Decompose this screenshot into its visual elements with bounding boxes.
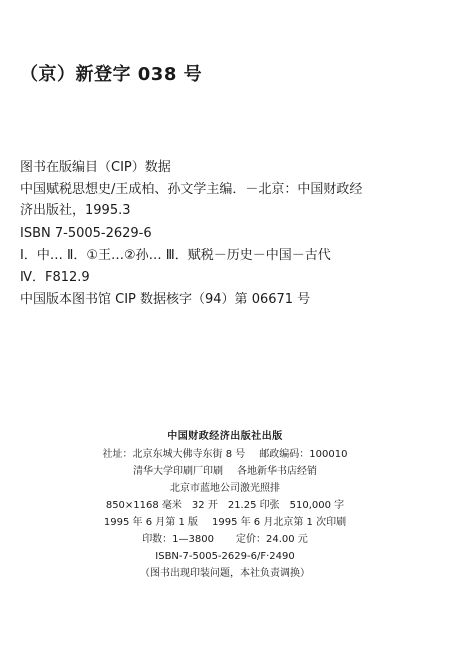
distributor: 各地新华书店经销 — [237, 466, 317, 477]
cip-title: 图书在版编目（CIP）数据 — [20, 160, 171, 175]
publisher-name: 中国财政经济出版社出版 — [167, 431, 283, 442]
edition: 1995 年 6 月第 1 版 — [103, 517, 198, 528]
edition-row — [0, 516, 450, 530]
cip-line-subjects: Ⅰ．中… Ⅱ．①王…②孙… Ⅲ．赋税－历史－中国－古代 — [20, 248, 331, 263]
isbn-full: ISBN-7-5005-2629-6/F·2490 — [155, 551, 295, 562]
printer-row — [0, 465, 450, 479]
cip-line-classification: Ⅳ．F812.9 — [20, 270, 90, 285]
printer: 清华大学印刷厂印刷 — [133, 466, 223, 477]
publisher-address: 社址：北京东城大佛寺东街 8 号 — [102, 449, 246, 460]
price: 定价：24.00 元 — [236, 534, 308, 545]
printing-defect-notice: （图书出现印装问题，本社负责调换） — [140, 568, 310, 579]
address-row — [0, 448, 450, 462]
printing: 1995 年 6 月北京第 1 次印刷 — [212, 517, 347, 528]
paper-format: 850×1168 毫米 — [105, 500, 182, 511]
word-count: 510,000 字 — [289, 500, 345, 511]
postcode: 邮政编码：100010 — [259, 449, 348, 460]
cip-line-record-number: 中国版本图书馆 CIP 数据核字（94）第 06671 号 — [20, 292, 311, 307]
format-row — [0, 499, 450, 513]
print-run: 印数：1—3800 — [142, 534, 214, 545]
license-number: （京）新登字 038 号 — [20, 64, 203, 85]
cip-line-publisher-date: 济出版社，1995.3 — [20, 203, 131, 218]
cip-line-title-authors: 中国赋税思想史/王成柏、孙文学主编．－北京：中国财政经 — [20, 182, 363, 197]
typesetter: 北京市蓝地公司激光照排 — [170, 483, 280, 494]
cip-line-isbn: ISBN 7-5005-2629-6 — [20, 226, 152, 241]
print-sheets: 21.25 印张 — [227, 500, 280, 511]
format-kai: 32 开 — [191, 500, 218, 511]
run-price-row — [0, 533, 450, 547]
